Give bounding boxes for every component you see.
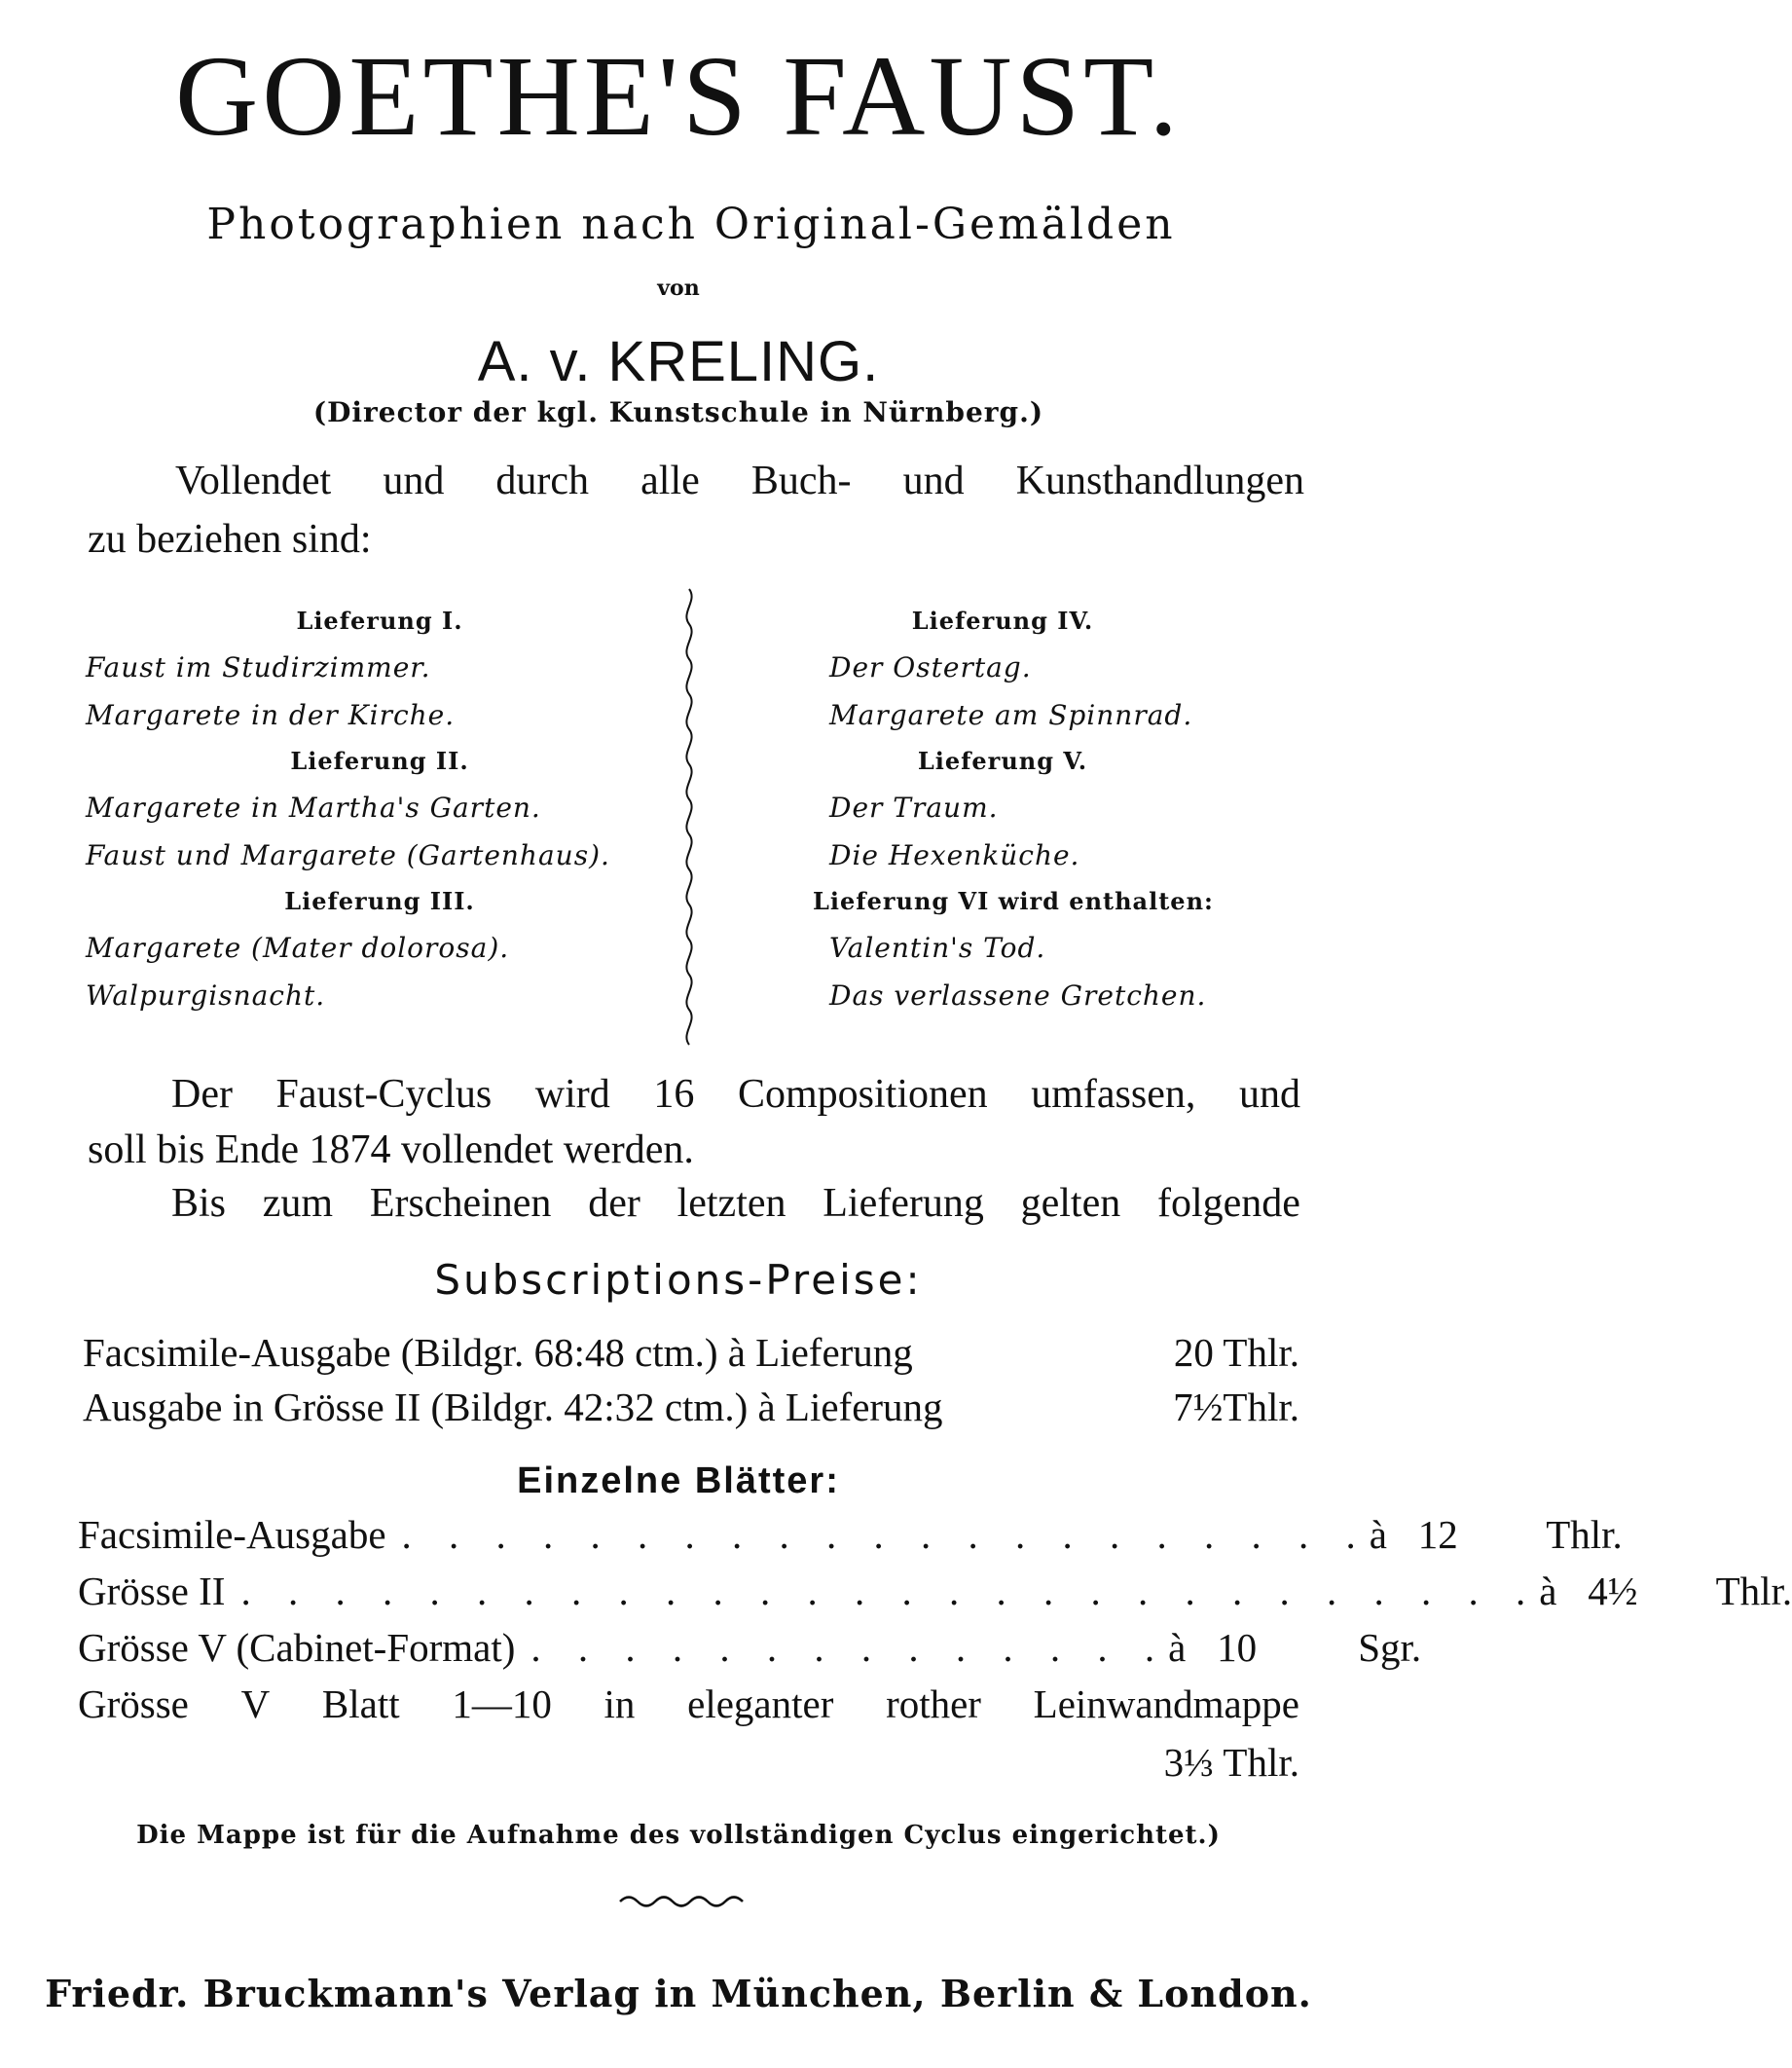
author-name: A. v. KRELING. <box>477 330 880 393</box>
subscription-item: Facsimile-Ausgabe (Bildgr. 68:48 ctm.) à Lieferung <box>83 1330 913 1375</box>
work-title: Walpurgisnacht. <box>86 979 326 1012</box>
cycle-word: gelten <box>1020 1181 1121 1226</box>
cycle-word: Faust-Cyclus <box>275 1072 493 1117</box>
deliveries-left-column <box>68 599 691 1019</box>
author-title: (Director der kgl. Kunstschule in Nürnberg.) <box>312 396 1044 428</box>
cycle-line-2: soll bis Ende 1874 vollendet werden. <box>88 1127 694 1172</box>
portfolio-word: Grösse <box>78 1681 189 1726</box>
intro-line-2: zu beziehen sind: <box>88 517 372 562</box>
subscription-price: 20 Thlr. <box>1173 1330 1299 1375</box>
delivery-label: Lieferung II. <box>290 747 469 775</box>
delivery-label: Lieferung III. <box>284 887 475 915</box>
work-title: Faust und Margarete (Gartenhaus). <box>86 839 610 871</box>
work-title: Valentin's Tod. <box>829 932 1046 964</box>
price-unit: Thlr. <box>1546 1512 1623 1557</box>
cycle-word: und <box>1238 1072 1300 1117</box>
work-title: Margarete in Martha's Garten. <box>86 792 541 824</box>
leader-dots: . . . . . . . . . . . . . . <box>530 1625 1169 1670</box>
cycle-word: Bis <box>171 1181 227 1226</box>
single-sheet-label: Facsimile-Ausgabe <box>78 1512 386 1557</box>
work-title: Margarete am Spinnrad. <box>829 699 1193 731</box>
intro-word: Vollendet <box>175 459 332 503</box>
subscription-item: Ausgabe in Grösse II (Bildgr. 42:32 ctm.) à Lieferung <box>83 1385 943 1429</box>
delivery-label: Lieferung V. <box>917 747 1088 775</box>
portfolio-word: V <box>240 1681 271 1726</box>
cycle-word: Der <box>171 1072 233 1117</box>
single-sheet-row <box>78 1511 1623 1558</box>
work-title: Der Traum. <box>829 792 999 824</box>
delivery-label: Lieferung I. <box>296 607 463 635</box>
price-prefix: à <box>1539 1569 1557 1613</box>
cycle-word: Lieferung <box>823 1181 984 1226</box>
subtitle: Photographien nach Original-Gemälden <box>206 200 1176 249</box>
single-sheet-label: Grösse V (Cabinet-Format) <box>78 1625 516 1670</box>
price-prefix: à <box>1168 1625 1187 1670</box>
subscription-row <box>83 1384 1299 1430</box>
leader-dots: . . . . . . . . . . . . . . . . . . . . . . . . . . . . <box>240 1569 1540 1613</box>
portfolio-word: in <box>603 1681 636 1726</box>
cycle-word: umfassen, <box>1031 1072 1196 1117</box>
delivery-label: Lieferung IV. <box>911 607 1094 635</box>
work-title: Der Ostertag. <box>829 651 1032 683</box>
cycle-line-3 <box>171 1180 1300 1227</box>
single-sheets-heading: Einzelne Blätter: <box>517 1460 840 1501</box>
wave-ornament <box>618 1894 745 1909</box>
cycle-word: Compositionen <box>737 1072 988 1117</box>
cycle-word: letzten <box>677 1181 786 1226</box>
intro-word: und <box>902 459 965 503</box>
cycle-word: 16 <box>653 1072 695 1117</box>
work-title: Die Hexenküche. <box>829 839 1080 871</box>
intro-word: und <box>383 459 445 503</box>
portfolio-word: eleganter <box>687 1681 834 1726</box>
cycle-word: der <box>588 1181 640 1226</box>
column-divider-ornament <box>678 589 700 1047</box>
delivery-label: Lieferung VI wird enthalten: <box>813 887 1214 915</box>
intro-word: Kunsthandlungen <box>1015 459 1304 503</box>
page-title: GOETHE'S FAUST. <box>174 32 1183 160</box>
price-amount: 12 <box>1417 1512 1458 1557</box>
publisher-line: Friedr. Bruckmann's Verlag in München, Berlin & London. <box>45 1972 1312 2015</box>
portfolio-word: rother <box>886 1681 981 1726</box>
intro-word: durch <box>495 459 590 503</box>
portfolio-word: Blatt <box>321 1681 400 1726</box>
price-unit: Thlr. <box>1715 1569 1792 1613</box>
price-unit: Sgr. <box>1358 1625 1422 1670</box>
subscription-heading: Subscriptions-Preise: <box>434 1256 923 1304</box>
cycle-line-1 <box>171 1071 1300 1118</box>
work-title: Margarete (Mater dolorosa). <box>86 932 510 964</box>
portfolio-price: 3⅓ Thlr. <box>1163 1740 1299 1785</box>
von-line: von <box>657 276 700 301</box>
intro-line-1 <box>175 458 1304 504</box>
cycle-word: wird <box>534 1072 610 1117</box>
work-title: Faust im Studirzimmer. <box>86 651 431 683</box>
subscription-row <box>83 1329 1299 1376</box>
single-sheet-label: Grösse II <box>78 1569 226 1613</box>
deliveries-right-column <box>701 599 1304 1019</box>
price-prefix: à <box>1369 1512 1387 1557</box>
portfolio-word: Leinwandmappe <box>1033 1681 1299 1726</box>
subscription-price: 7½Thlr. <box>1173 1385 1299 1429</box>
intro-word: Buch- <box>750 459 852 503</box>
price-amount: 10 <box>1217 1625 1258 1670</box>
single-sheet-row <box>78 1568 1792 1614</box>
cycle-word: folgende <box>1156 1181 1300 1226</box>
cycle-word: zum <box>262 1181 334 1226</box>
cycle-word: Erscheinen <box>369 1181 552 1226</box>
portfolio-note: Die Mappe ist für die Aufnahme des vollständigen Cyclus eingerichtet.) <box>136 1821 1221 1850</box>
single-sheet-row <box>78 1624 1422 1671</box>
intro-word: alle <box>640 459 700 503</box>
portfolio-word: 1—10 <box>452 1681 552 1726</box>
leader-dots: . . . . . . . . . . . . . . . . . . . . . <box>401 1512 1370 1557</box>
work-title: Das verlassene Gretchen. <box>829 979 1207 1012</box>
portfolio-row <box>78 1680 1299 1727</box>
price-amount: 4½ <box>1588 1569 1638 1613</box>
work-title: Margarete in der Kirche. <box>86 699 456 731</box>
